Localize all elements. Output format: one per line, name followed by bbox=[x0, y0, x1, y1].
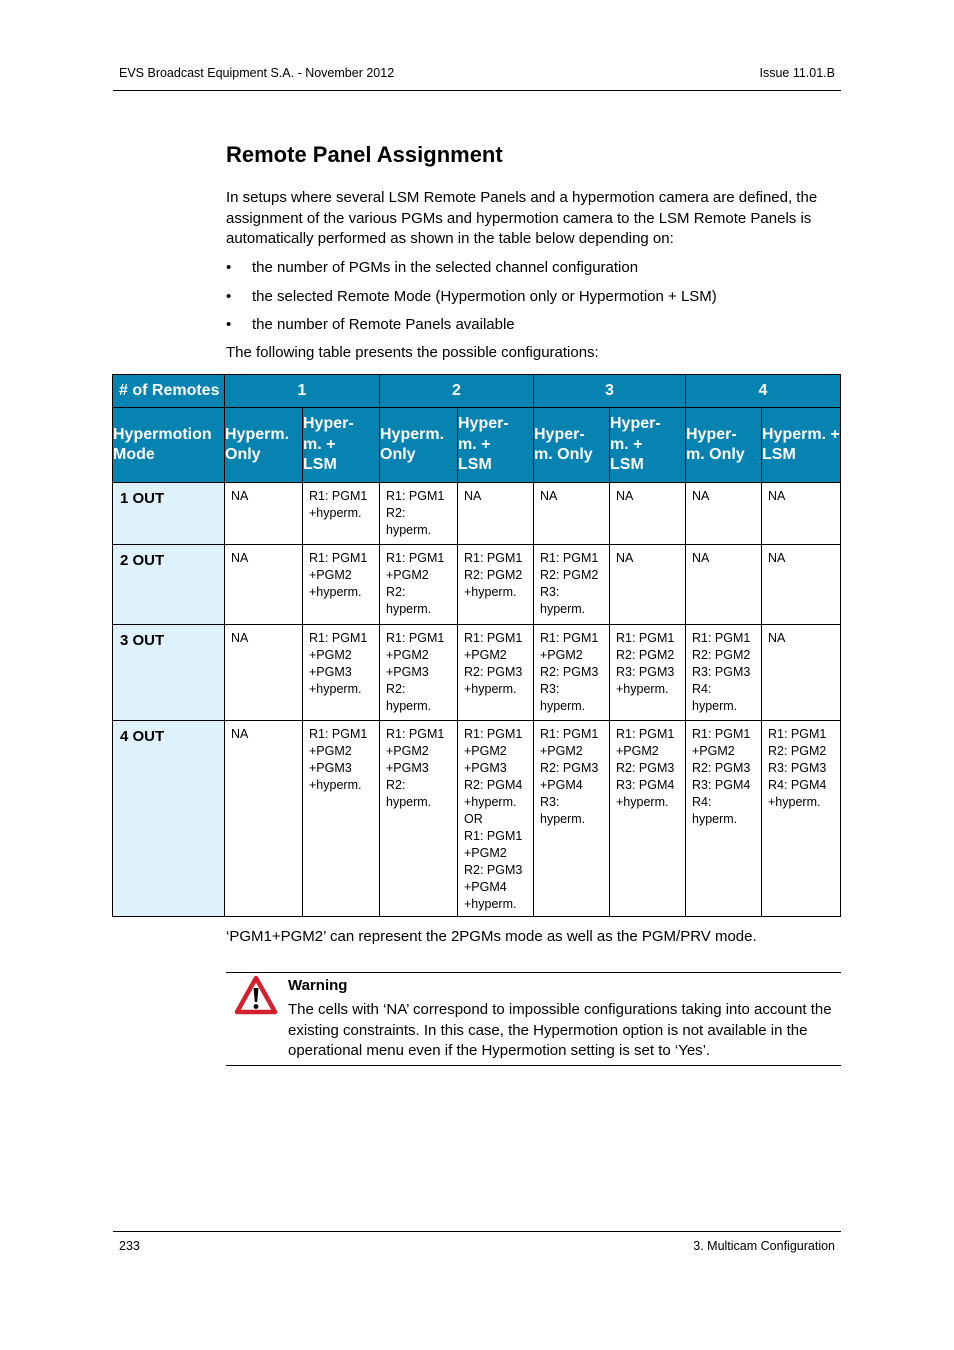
mode-header: Hyper- m. Only bbox=[534, 408, 610, 483]
row-label: 2 OUT bbox=[113, 545, 225, 625]
table-cell: R1: PGM1 +PGM2 +hyperm. bbox=[303, 545, 380, 625]
mode-label: Hypermotion Mode bbox=[113, 408, 225, 483]
table-cell: R1: PGM1 +PGM2 +PGM3 +hyperm. bbox=[303, 721, 380, 917]
table-cell: R1: PGM1 +PGM2 R2: PGM3 R3: PGM4 +hyperm. bbox=[610, 721, 686, 917]
bullet-icon: • bbox=[226, 316, 232, 333]
table-row bbox=[113, 545, 841, 625]
page-number: 233 bbox=[119, 1239, 140, 1253]
remotes-count: 1 bbox=[225, 375, 380, 408]
table-cell: R1: PGM1 R2: hyperm. bbox=[380, 483, 458, 545]
table-row bbox=[113, 483, 841, 545]
table-cell: NA bbox=[225, 625, 303, 721]
table-cell: NA bbox=[225, 483, 303, 545]
table-cell: NA bbox=[225, 721, 303, 917]
intro-paragraph: In setups where several LSM Remote Panels and a hypermotion camera are defined, the assignment of the various PGMs and hypermotion camera to the LSM Remote Panels is automatically performed as shown in the table below depending on: bbox=[226, 189, 818, 247]
mode-header-row bbox=[113, 408, 841, 483]
remotes-header-row bbox=[113, 375, 841, 408]
table-cell: R1: PGM1 +PGM2 +PGM3 R2: PGM4 +hyperm. OR R1: PGM1 +PGM2 R2: PGM3 +PGM4 +hyperm. bbox=[458, 721, 534, 917]
table-cell: R1: PGM1 R2: PGM2 R3: PGM3 +hyperm. bbox=[610, 625, 686, 721]
mode-header: Hyper- m. + LSM bbox=[458, 408, 534, 483]
table-cell: NA bbox=[610, 545, 686, 625]
list-item: • the selected Remote Mode (Hypermotion only or Hypermotion + LSM) bbox=[226, 287, 717, 305]
table-cell: R1: PGM1 +hyperm. bbox=[303, 483, 380, 545]
table-cell: R1: PGM1 +PGM2 +PGM3 R2: hyperm. bbox=[380, 625, 458, 721]
mode-header: Hyperm. Only bbox=[225, 408, 303, 483]
table-cell: R1: PGM1 +PGM2 R2: PGM3 +hyperm. bbox=[458, 625, 534, 721]
table-cell: R1: PGM1 +PGM2 R2: PGM3 R3: hyperm. bbox=[534, 625, 610, 721]
table-cell: R1: PGM1 +PGM2 +PGM3 +hyperm. bbox=[303, 625, 380, 721]
header-issue: Issue 11.01.B bbox=[759, 66, 835, 80]
remotes-count: 3 bbox=[534, 375, 686, 408]
list-item: • the number of PGMs in the selected channel configuration bbox=[226, 259, 639, 276]
table-cell: R1: PGM1 R2: PGM2 R3: PGM3 R4: PGM4 +hyperm. bbox=[762, 721, 841, 917]
warning-title: Warning bbox=[288, 977, 348, 994]
table-cell: NA bbox=[458, 483, 534, 545]
table-cell: NA bbox=[686, 483, 762, 545]
table-cell: R1: PGM1 +PGM2 R2: PGM3 +PGM4 R3: hyperm. bbox=[534, 721, 610, 917]
table-cell: NA bbox=[762, 625, 841, 721]
bullet-icon: • bbox=[226, 259, 232, 276]
table-cell: NA bbox=[686, 545, 762, 625]
row-label: 4 OUT bbox=[113, 721, 225, 917]
row-label: 1 OUT bbox=[113, 483, 225, 545]
table-cell: NA bbox=[762, 545, 841, 625]
bullet-icon: • bbox=[226, 287, 232, 305]
table-cell: R1: PGM1 R2: PGM2 R3: hyperm. bbox=[534, 545, 610, 625]
remotes-label: # of Remotes bbox=[113, 375, 225, 408]
row-label: 3 OUT bbox=[113, 625, 225, 721]
warning-triangle-icon bbox=[234, 975, 278, 1015]
warning-box bbox=[226, 972, 841, 1066]
table-cell: R1: PGM1 +PGM2 R2: PGM3 R3: PGM4 R4: hyperm. bbox=[686, 721, 762, 917]
remotes-count: 2 bbox=[380, 375, 534, 408]
mode-header: Hyper- m. + LSM bbox=[610, 408, 686, 483]
mode-header: Hyper- m. Only bbox=[686, 408, 762, 483]
table-note: ‘PGM1+PGM2’ can represent the 2PGMs mode as well as the PGM/PRV mode. bbox=[226, 928, 757, 945]
table-intro: The following table presents the possible configurations: bbox=[226, 344, 599, 361]
mode-header: Hyperm. + LSM bbox=[762, 408, 841, 483]
list-item: • the number of Remote Panels available bbox=[226, 316, 515, 333]
table-cell: R1: PGM1 R2: PGM2 R3: PGM3 R4: hyperm. bbox=[686, 625, 762, 721]
table-cell: NA bbox=[225, 545, 303, 625]
table-cell: NA bbox=[610, 483, 686, 545]
table-row bbox=[113, 625, 841, 721]
mode-header: Hyper- m. + LSM bbox=[303, 408, 380, 483]
section-title: Remote Panel Assignment bbox=[226, 142, 503, 167]
warning-text: The cells with ‘NA’ correspond to impossible configurations taking into account the existing constraints. In this case, the Hypermotion option is not available in the operational menu even if the Hypermotion setting is set to ‘Yes’. bbox=[288, 1001, 832, 1059]
criteria-list bbox=[226, 258, 717, 344]
chapter-title: 3. Multicam Configuration bbox=[693, 1239, 835, 1253]
table-cell: NA bbox=[534, 483, 610, 545]
table-cell: R1: PGM1 R2: PGM2 +hyperm. bbox=[458, 545, 534, 625]
page-header bbox=[113, 64, 841, 91]
configurations-table bbox=[112, 374, 841, 917]
table-row bbox=[113, 721, 841, 917]
page-footer bbox=[113, 1231, 841, 1253]
table-cell: NA bbox=[762, 483, 841, 545]
table-cell: R1: PGM1 +PGM2 R2: hyperm. bbox=[380, 545, 458, 625]
header-publisher: EVS Broadcast Equipment S.A. - November 2012 bbox=[119, 66, 395, 80]
mode-header: Hyperm. Only bbox=[380, 408, 458, 483]
remotes-count: 4 bbox=[686, 375, 841, 408]
table-cell: R1: PGM1 +PGM2 +PGM3 R2: hyperm. bbox=[380, 721, 458, 917]
